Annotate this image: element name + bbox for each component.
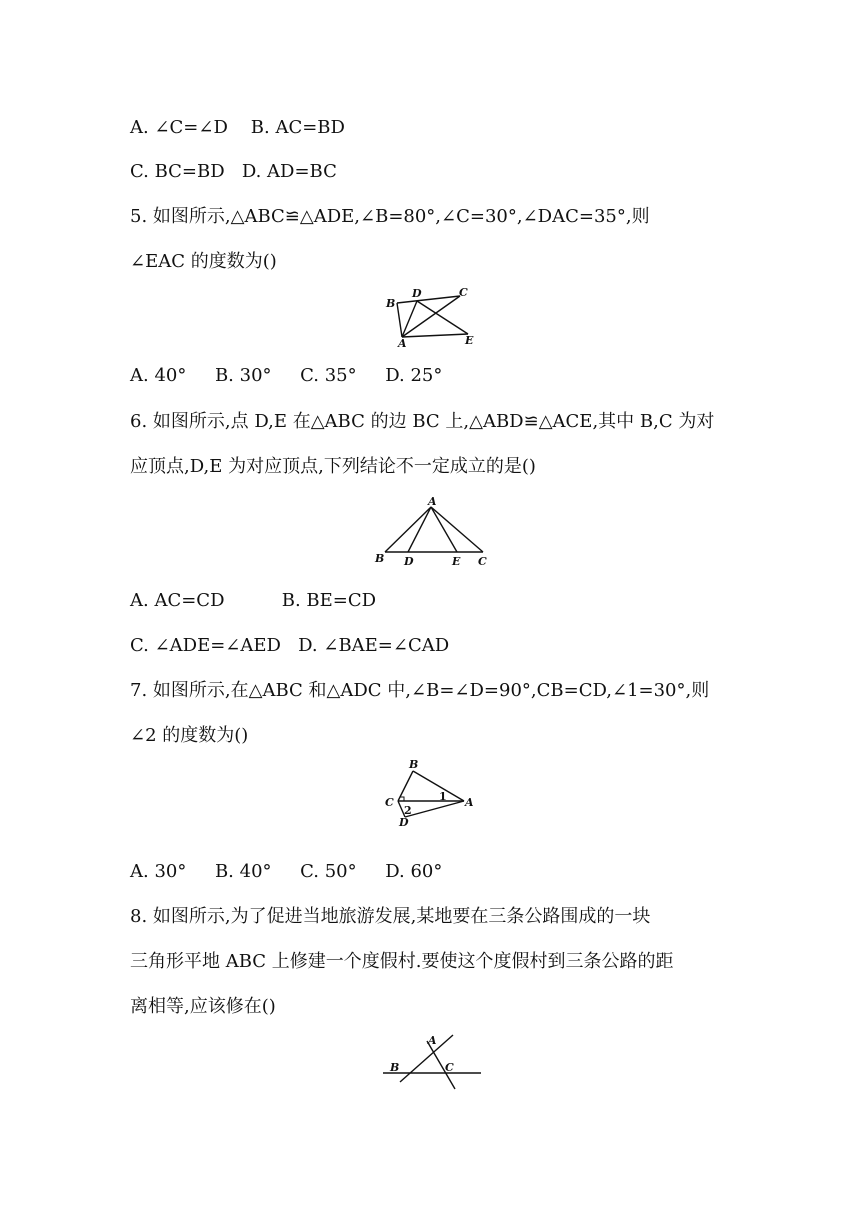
fig5-label-d: D (412, 287, 422, 300)
fig6-label-d: D (404, 555, 414, 568)
question-7-line-1: 7. 如图所示,在△ABC 和△ADC 中,∠B=∠D=90°,CB=CD,∠1=30°,则 (130, 680, 710, 701)
fig7-label-d: D (399, 816, 409, 827)
question-6-line-2: 应顶点,D,E 为对应顶点,下列结论不一定成立的是() (130, 456, 536, 477)
fig5-label-c: C (459, 286, 468, 299)
fig6-label-e: E (452, 555, 461, 568)
question-5-line-1: 5. 如图所示,△ABC≌△ADE,∠B=80°,∠C=30°,∠DAC=35°,则 (130, 206, 650, 227)
fig7-label-b: B (409, 758, 419, 771)
fig5-label-b: B (386, 297, 396, 310)
question-7-line-2: ∠2 的度数为() (130, 725, 249, 746)
question-6-options-2: C. ∠ADE=∠AED D. ∠BAE=∠CAD (130, 635, 450, 656)
figure-7 (380, 757, 480, 827)
question-6-options-1: A. AC=CD B. BE=CD (130, 590, 377, 611)
options-line-1: A. ∠C=∠D B. AC=BD (130, 117, 345, 138)
figure-5 (380, 285, 490, 350)
fig7-label-a: A (465, 796, 474, 809)
figure-6 (370, 495, 495, 570)
fig7-label-c: C (385, 796, 394, 809)
question-8-line-2: 三角形平地 ABC 上修建一个度假村.要使这个度假村到三条公路的距 (130, 951, 674, 972)
fig5-label-a: A (398, 337, 407, 350)
question-8-line-1: 8. 如图所示,为了促进当地旅游发展,某地要在三条公路围成的一块 (130, 906, 651, 927)
fig8-label-a: A (428, 1034, 437, 1047)
question-8-line-3: 离相等,应该修在() (130, 996, 276, 1017)
fig6-label-a: A (428, 495, 437, 508)
fig6-label-b: B (375, 552, 385, 565)
fig8-label-c: C (445, 1061, 454, 1074)
fig7-angle-1: 1 (439, 790, 447, 803)
fig7-angle-2: 2 (404, 804, 412, 817)
question-5-options: A. 40° B. 30° C. 35° D. 25° (130, 365, 443, 386)
figure-8 (375, 1030, 485, 1095)
fig6-label-c: C (478, 555, 487, 568)
fig8-label-b: B (390, 1061, 400, 1074)
question-5-line-2: ∠EAC 的度数为() (130, 251, 277, 272)
question-6-line-1: 6. 如图所示,点 D,E 在△ABC 的边 BC 上,△ABD≌△ACE,其中 B,C 为对 (130, 411, 715, 432)
options-line-2: C. BC=BD D. AD=BC (130, 161, 337, 182)
question-7-options: A. 30° B. 40° C. 50° D. 60° (130, 861, 443, 882)
fig5-label-e: E (465, 334, 474, 347)
